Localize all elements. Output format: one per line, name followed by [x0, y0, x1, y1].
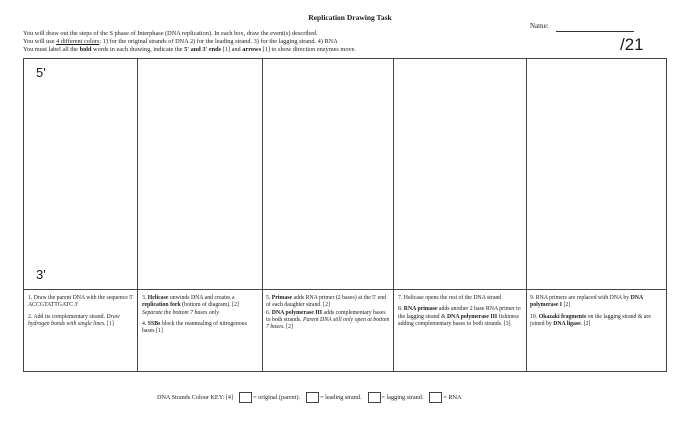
instr3-ends: 5' and 3' ends: [184, 46, 222, 53]
instr3-c: words in each drawing, indicate the: [91, 46, 185, 53]
instr3-g: [1] to show direction enzymes move.: [261, 46, 356, 53]
page-title: Replication Drawing Task: [308, 13, 392, 22]
instr2-text-a: You will use: [23, 38, 57, 45]
name-input-line[interactable]: [556, 31, 634, 32]
instr2-underlined: 4 different colors: [56, 38, 100, 45]
drawing-box-4[interactable]: [394, 60, 525, 288]
instr3-bold: bold: [79, 46, 92, 53]
step-9-text: 9. RNA primers are replaced with DNA by DNA polymerase I [2]: [530, 295, 643, 309]
step-8-text: 8. RNA primase adds another 2 base RNA primer to the lagging strand & DNA polymerase III fishiness adding complementary bases to both strands. [3]: [398, 306, 521, 327]
colour-key: [157, 392, 461, 403]
drawing-box-2[interactable]: [138, 60, 261, 288]
leading-strand-swatch[interactable]: [306, 392, 319, 403]
three-prime-label: 3': [36, 267, 46, 282]
instr3-arrows: arrows: [242, 46, 262, 53]
key-original-label: = original (parent).: [253, 394, 301, 401]
drawing-grid: [23, 58, 667, 372]
key-rna-label: = RNA: [443, 394, 462, 401]
instr3-a: You must label all the: [23, 46, 80, 53]
step-description-4: [398, 295, 523, 328]
step-3-note: Separate the bottom 7 bases only.: [142, 309, 220, 316]
name-label: Name:: [530, 22, 549, 30]
instruction-line-2: [23, 38, 338, 46]
lagging-strand-swatch[interactable]: [368, 392, 381, 403]
instr3-e: [1] and: [221, 46, 243, 53]
instr2-text-c: : 1) for the original strands of DNA 2) for the leading strand. 3) for the lagging strand. 4) RNA: [99, 38, 338, 45]
grid-row-divider: [24, 289, 666, 290]
instruction-line-1: You will draw out the steps of the S phase of Interphase (DNA replication). In each box, draw the event(s) described.: [23, 30, 318, 37]
original-strand-swatch[interactable]: [239, 392, 252, 403]
step-5-text: 5. Primase adds RNA primer (2 bases) at the 5' end of each daughter strand. [2]: [266, 295, 387, 309]
total-score: /21: [620, 35, 644, 54]
key-lagging-label: = lagging strand.: [381, 394, 424, 401]
step-6-text: 6. DNA polymerase III adds complementary bases to both strands. Parent DNA still only open at bottom 7 bases. [2]: [266, 309, 390, 331]
step-4-text: 4. SSBs block the reannealing of nitrogenous bases [1]: [142, 320, 247, 335]
step-description-2: [142, 295, 259, 335]
drawing-box-1[interactable]: [25, 60, 136, 288]
step-2-text: 2. Add its complementary strand. Draw hydrogen bonds with single lines. [1]: [28, 313, 120, 327]
step-7-text: 7. Helicase opens the rest of the DNA strand: [398, 295, 502, 301]
step-description-5: [530, 295, 663, 328]
step-description-3: [266, 295, 390, 331]
drawing-box-5[interactable]: [527, 60, 666, 288]
drawing-box-3[interactable]: [263, 60, 392, 288]
instruction-line-3: [23, 46, 356, 54]
step-10-text: 10. Okazaki fragments on the lagging strand & are joined by DNA ligase. [2]: [530, 313, 651, 327]
five-prime-label: 5': [36, 65, 46, 80]
step-1-text: 1. Draw the parent DNA with the sequence 5' ACCGTATTGATC 3': [28, 295, 134, 309]
rna-swatch[interactable]: [429, 392, 442, 403]
key-leading-label: = leading strand.: [320, 394, 362, 401]
colour-key-label: DNA Strands Colour KEY: [4]: [157, 394, 234, 401]
step-description-1: [28, 295, 134, 328]
step-3-text: 3. Helicase unwinds DNA and creates a replication fork (bottom of diagram). [2]: [142, 295, 239, 309]
